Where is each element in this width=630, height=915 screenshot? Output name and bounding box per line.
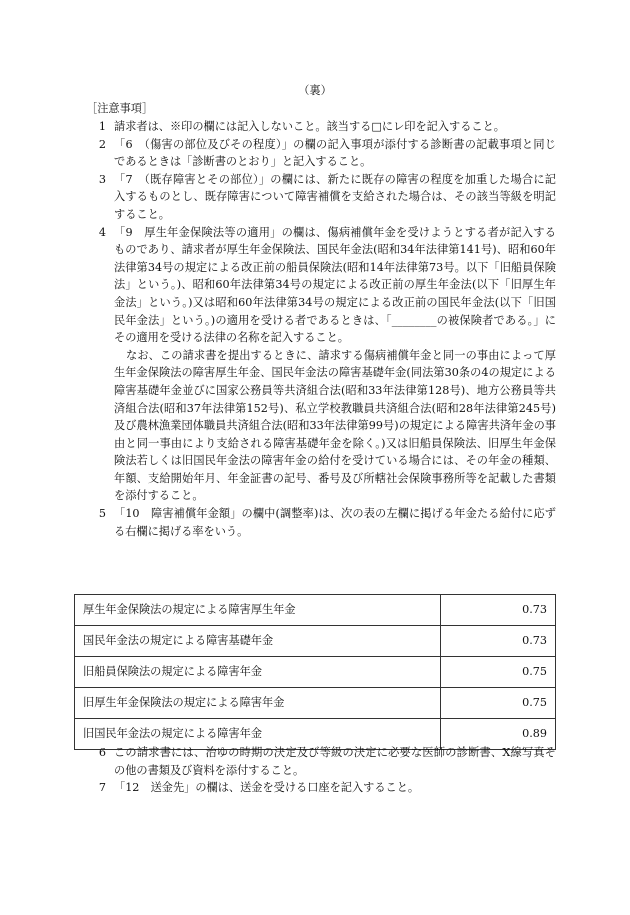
pension-type-cell: 旧厚生年金保険法の規定による障害年金 — [75, 688, 441, 719]
note-item-5 — [86, 505, 556, 540]
adjustment-rate-table — [74, 594, 556, 750]
table-row — [75, 688, 556, 719]
note-number: 4 — [98, 225, 106, 239]
note-item-3 — [86, 171, 556, 224]
note-text: この請求書には、治ゆの時期の決定及び等級の決定に必要な医師の診断書、X線写真その他の書類及び資料を添付すること。 — [114, 746, 556, 777]
rate-cell: 0.75 — [440, 688, 555, 719]
notes-list-continued — [86, 744, 556, 797]
note-text: 「10 障害補償年金額」の欄中(調整率)は、次の表の左欄に掲げる年金たる給付に応ずる右欄に掲げる率をいう。 — [114, 507, 556, 538]
note-number: 5 — [98, 507, 106, 521]
notes-list — [86, 118, 556, 540]
table-row — [75, 595, 556, 626]
pension-type-cell: 厚生年金保険法の規定による障害厚生年金 — [75, 595, 441, 626]
rate-cell: 0.73 — [440, 626, 555, 657]
note-text: 「9 厚生年金保険法等の適用」の欄は、傷病補償年金を受けようとする者が記入するものであり、請求者が厚生年金保険法、国民年金法(昭和34年法律第141号)、昭和60年法律第34号の規定による改正前の船員保険法(昭和14年法律第73号。以下「旧船員保険法」という。)、昭和60年法律第34号の規定による改正前の厚生年金法(以下「旧厚生年金法」という。)又は昭和60年法律第34号の規定による改正前の国民年金法(以下「旧国民年金法」という。)の適用を受ける者であるときは、「________の被保険者である。」にその適用を受ける法律の名称を記入すること。 — [114, 225, 556, 345]
note-item-7 — [86, 779, 556, 797]
note-number: 7 — [98, 781, 106, 795]
note-number: 3 — [98, 172, 106, 186]
rate-cell: 0.75 — [440, 657, 555, 688]
rate-cell: 0.89 — [440, 719, 555, 750]
note-item-4-continuation: なお、この請求書を提出するときに、請求する傷病補償年金と同一の事由によって厚生年金保険法の障害厚生年金、国民年金法の障害基礎年金(同法第30条の4の規定による障害基礎年金並びに国家公務員等共済組合法(昭和33年法律第128号)、地方公務員等共済組合法(昭和37年法律第152号)、私立学校教職員共済組合法(昭和28年法律第245号)及び農林漁業団体職員共済組合法(昭和33年法律第99号)の規定による障害共済年金の事由と同一事由により支給される障害基礎年金を除く。)又は旧船員保険法、旧厚生年金保険法若しくは旧国民年金法の障害年金の給付を受けている場合には、その年金の種類、年額、支給開始年月、年金証書の記号、番号及び所轄社会保険事務所等を記載した書類を添付すること。 — [114, 348, 556, 503]
note-text: 請求者は、※印の欄には記入しないこと。該当する□にレ印を記入すること。 — [114, 120, 505, 133]
table-row — [75, 626, 556, 657]
note-text: 「12 送金先」の欄は、送金を受ける口座を記入すること。 — [114, 781, 420, 795]
note-number: 2 — [98, 137, 106, 151]
note-item-6 — [86, 744, 556, 779]
back-side-mark: （裏） — [298, 84, 332, 97]
note-item-4 — [86, 224, 556, 347]
note-text: 「6 （傷害の部位及びその程度）」の欄の記入事項が添付する診断書の記載事項と同じであるときは「診断書のとおり」と記入すること。 — [114, 137, 556, 169]
note-text: 「7 （既存障害とその部位）」の欄には、新たに既存の障害の程度を加重した場合に記入するものとし、既存障害について障害補償を支給された場合は、その該当等級を明記すること。 — [114, 172, 556, 221]
note-item-2 — [86, 136, 556, 171]
note-number: 1 — [98, 120, 106, 133]
table-row — [75, 657, 556, 688]
pension-type-cell: 旧国民年金法の規定による障害年金 — [75, 719, 441, 750]
note-number: 6 — [98, 746, 106, 759]
rate-cell: 0.73 — [440, 595, 555, 626]
note-item-1 — [86, 118, 556, 136]
pension-type-cell: 国民年金法の規定による障害基礎年金 — [75, 626, 441, 657]
pension-type-cell: 旧船員保険法の規定による障害年金 — [75, 657, 441, 688]
notes-heading: ［注意事項］ — [86, 102, 154, 115]
